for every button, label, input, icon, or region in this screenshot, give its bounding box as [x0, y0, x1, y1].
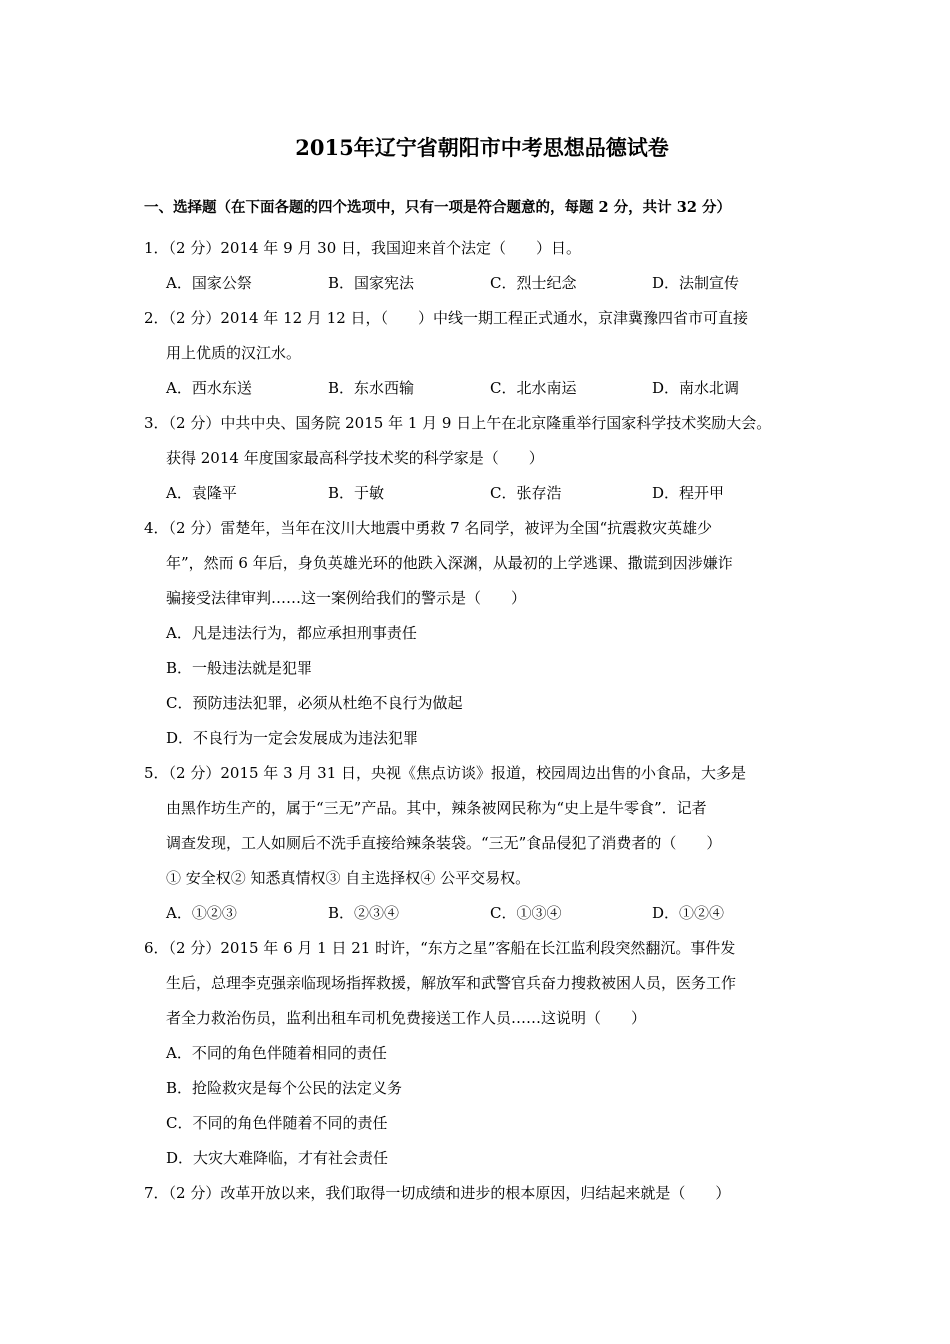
question-text: 5．（2 分）2015 年 3 月 31 日，央视《焦点访谈》报道，校园周边出售的小食品，大多是 [144, 764, 747, 782]
option-a: A．国家公祭 [166, 274, 252, 292]
option-a: A．凡是违法行为，都应承担刑事责任 [166, 624, 417, 642]
option-d: D．南水北调 [652, 379, 740, 397]
option-b: B．国家宪法 [328, 274, 415, 292]
option-d: D．不良行为一定会发展成为违法犯罪 [166, 729, 419, 747]
question-text: 3．（2 分）中共中央、国务院 2015 年 1 月 9 日上午在北京隆重举行国家科学技术奖励大会。 [144, 414, 772, 432]
question-text: 者全力救治伤员，监利出租车司机免费接送工作人员……这说明（ ） [166, 1009, 647, 1027]
option-d: D．法制宣传 [652, 274, 740, 292]
question-2 [144, 301, 840, 406]
question-text: 由黑作坊生产的，属于“三无”产品。其中，辣条被网民称为“史上是牛零食”．记者 [166, 799, 707, 817]
question-text: 年”，然而 6 年后，身负英雄光环的他跌入深渊，从最初的上学逃课、撒谎到因涉嫌诈 [166, 554, 733, 572]
question-3 [144, 406, 840, 511]
options-row [144, 896, 840, 931]
question-text: 1．（2 分）2014 年 9 月 30 日，我国迎来首个法定（ ）日。 [144, 239, 582, 257]
option-a: A．袁隆平 [166, 484, 237, 502]
question-text: 4．（2 分）雷楚年，当年在汶川大地震中勇救 7 名同学，被评为全国“抗震救灾英雄少 [144, 519, 713, 537]
options-row [144, 476, 840, 511]
option-b: B．抢险救灾是每个公民的法定义务 [166, 1079, 403, 1097]
question-text: 获得 2014 年度国家最高科学技术奖的科学家是（ ） [166, 449, 544, 467]
option-c: C．①③④ [490, 904, 562, 922]
option-c: C．烈士纪念 [490, 274, 577, 292]
question-1 [144, 231, 840, 301]
question-6 [144, 931, 840, 1176]
question-7 [144, 1176, 840, 1211]
option-a: A．不同的角色伴随着相同的责任 [166, 1044, 387, 1062]
option-a: A．西水东送 [166, 379, 252, 397]
option-b: B．一般违法就是犯罪 [166, 659, 313, 677]
question-text: 用上优质的汉江水。 [166, 344, 302, 362]
option-c: C．北水南运 [490, 379, 577, 397]
question-text: 骗接受法律审判……这一案例给我们的警示是（ ） [166, 589, 527, 607]
question-text: ① 安全权② 知悉真情权③ 自主选择权④ 公平交易权。 [166, 869, 531, 887]
option-d: D．大灾大难降临，才有社会责任 [166, 1149, 389, 1167]
options-row [144, 371, 840, 406]
section-heading: 一、选择题（在下面各题的四个选项中，只有一项是符合题意的，每题 2 分，共计 32 分） [144, 199, 731, 216]
option-b: B．②③④ [328, 904, 400, 922]
question-4 [144, 511, 840, 756]
option-a: A．①②③ [166, 904, 237, 922]
page-title: 2015年辽宁省朝阳市中考思想品德试卷 [295, 135, 669, 160]
option-c: C．预防违法犯罪，必须从杜绝不良行为做起 [166, 694, 463, 712]
question-text: 生后，总理李克强亲临现场指挥救援，解放军和武警官兵奋力搜救被困人员，医务工作 [166, 974, 737, 992]
option-b: B．东水西输 [328, 379, 415, 397]
option-c: C．不同的角色伴随着不同的责任 [166, 1114, 388, 1132]
question-5 [144, 756, 840, 931]
question-text: 6．（2 分）2015 年 6 月 1 日 21 时许，“东方之星”客船在长江监利段突然翻沉。事件发 [144, 939, 736, 957]
question-text: 7．（2 分）改革开放以来，我们取得一切成绩和进步的根本原因，归结起来就是（ ） [144, 1184, 731, 1202]
options-row [144, 266, 840, 301]
option-d: D．①②④ [652, 904, 725, 922]
question-text: 调查发现，工人如厕后不洗手直接给辣条装袋。“三无”食品侵犯了消费者的（ ） [166, 834, 722, 852]
option-b: B．于敏 [328, 484, 385, 502]
option-c: C．张存浩 [490, 484, 562, 502]
question-text: 2．（2 分）2014 年 12 月 12 日，（ ）中线一期工程正式通水，京津冀豫四省市可直接 [144, 309, 749, 327]
option-d: D．程开甲 [652, 484, 725, 502]
